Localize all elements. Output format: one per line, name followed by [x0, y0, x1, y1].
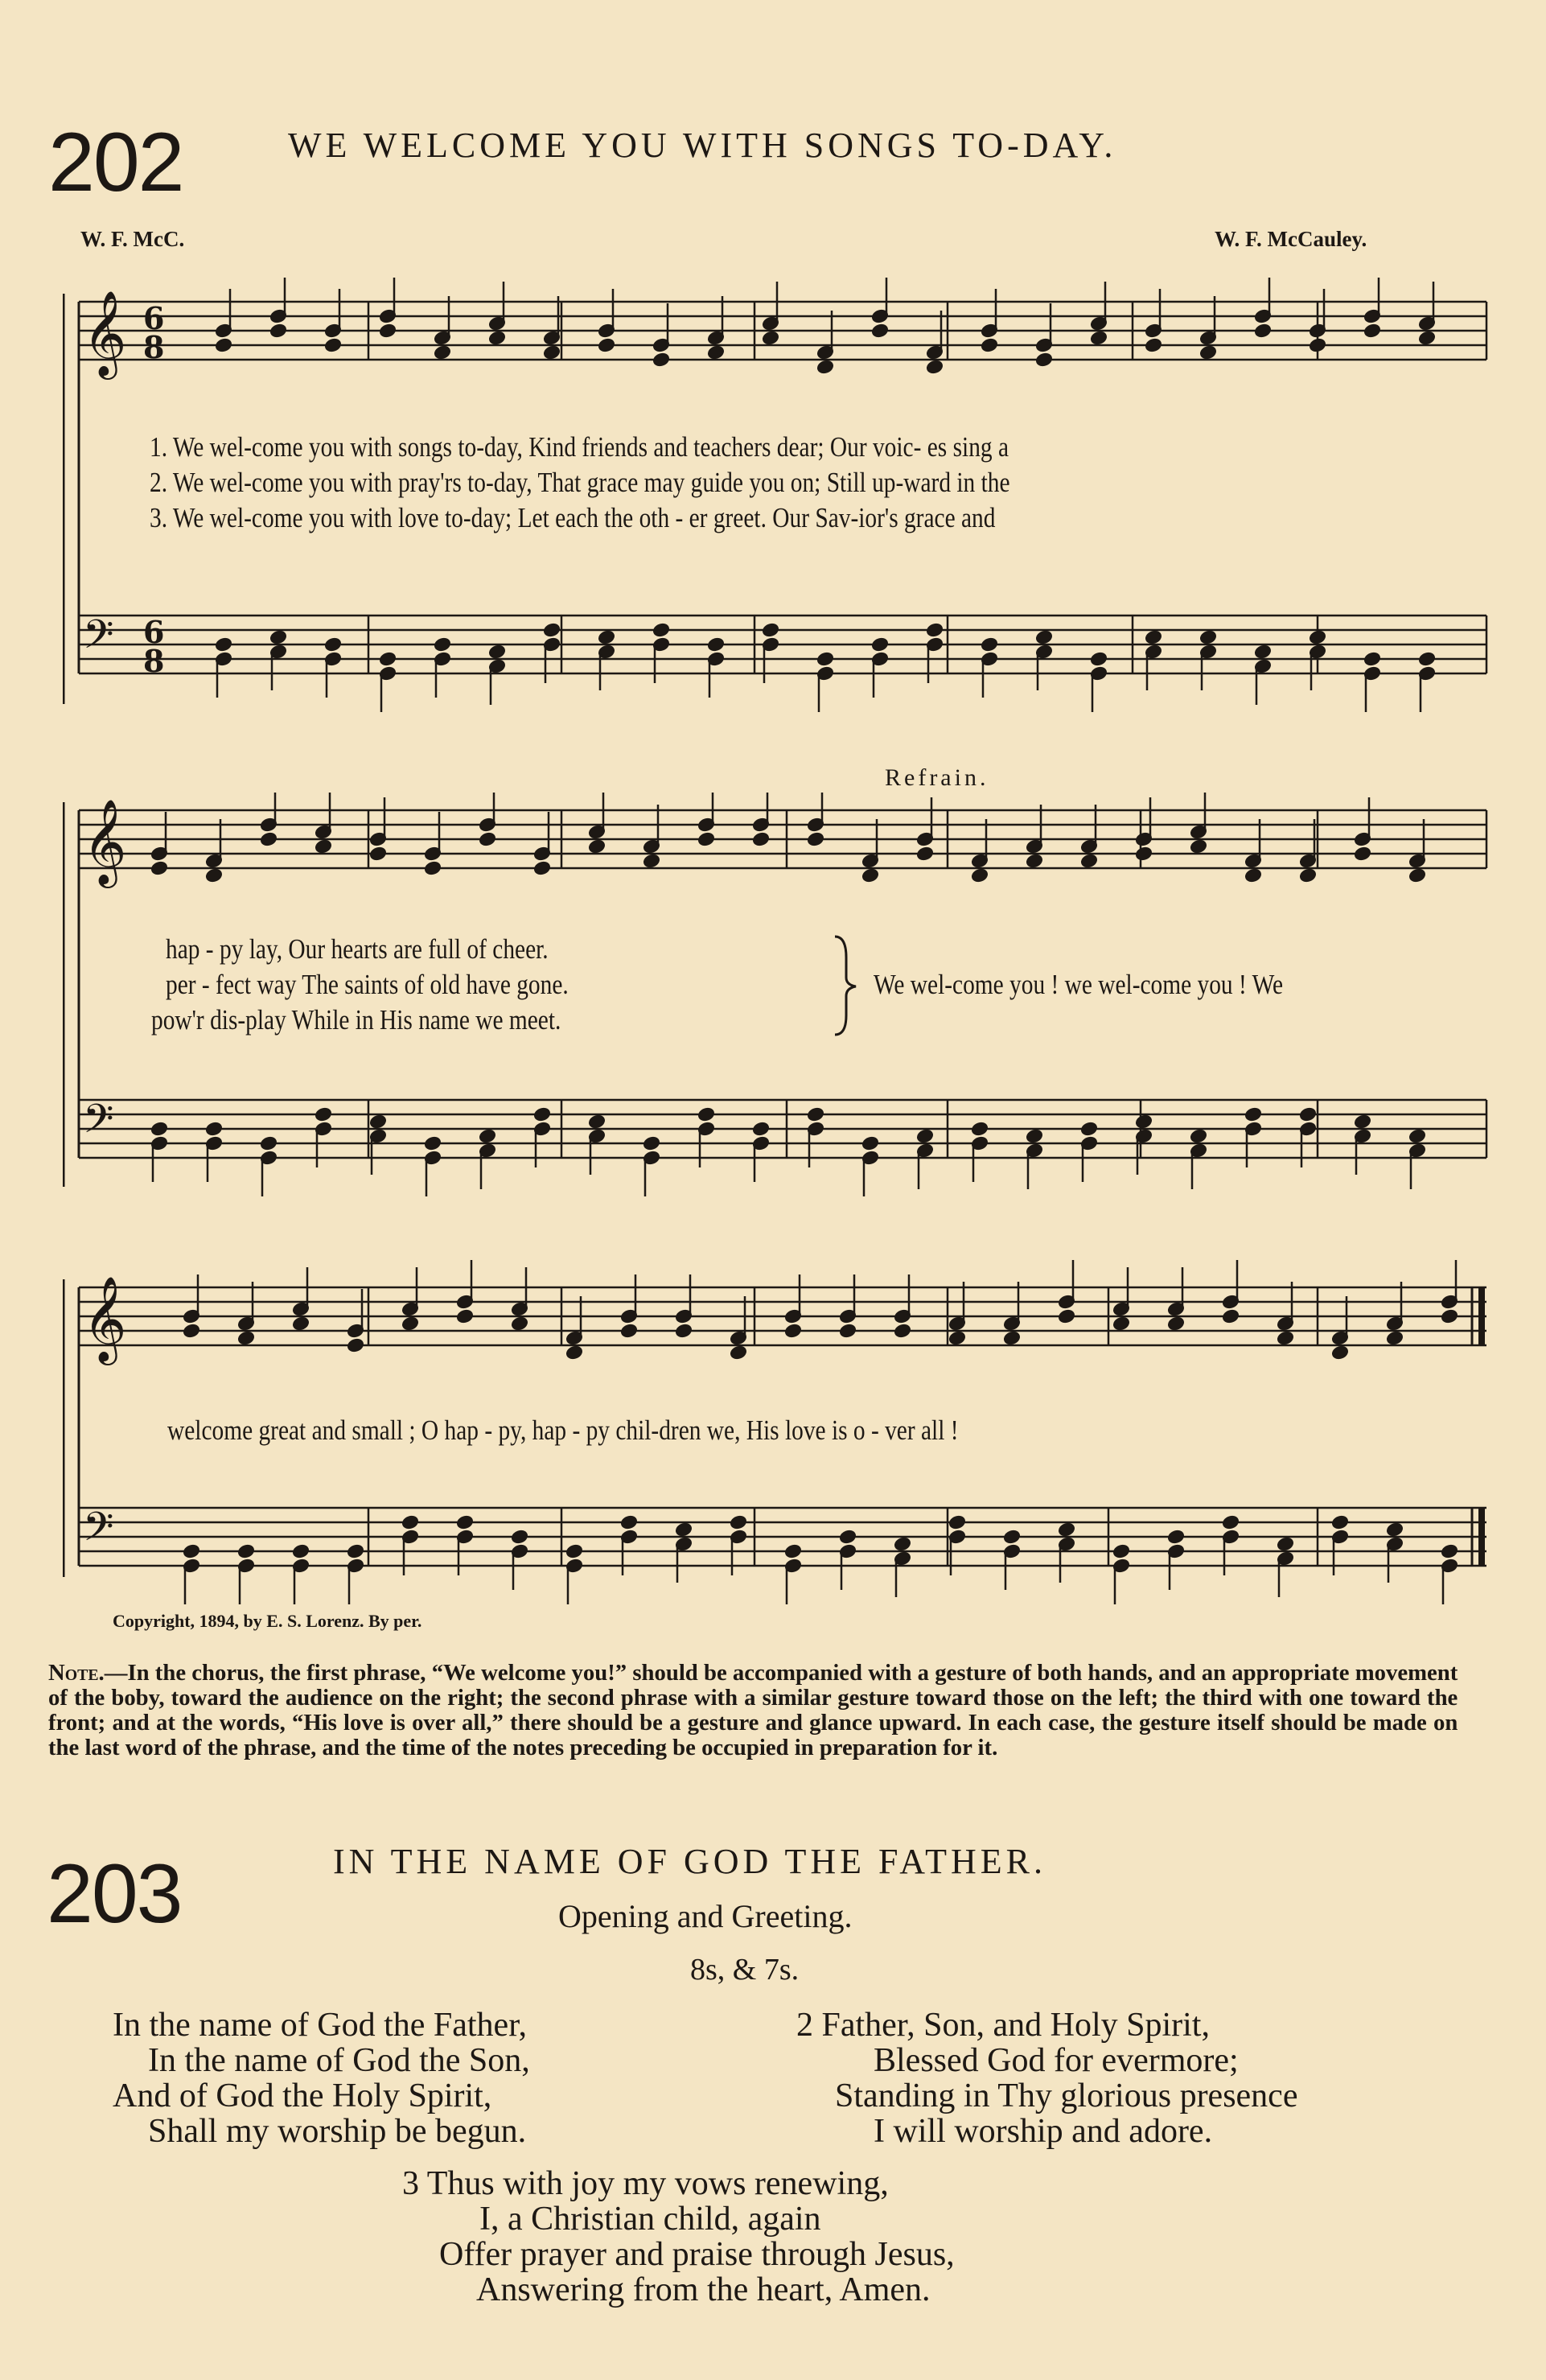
note-head	[1167, 1530, 1184, 1544]
note-head	[697, 1107, 714, 1122]
note-head	[1003, 1331, 1020, 1345]
hymn-number: 202	[48, 116, 183, 209]
note-head	[533, 1107, 550, 1122]
verse-2-line-2: per - fect way The saints of old have gone.	[166, 969, 569, 1000]
note-head	[916, 846, 933, 861]
note-head	[424, 1136, 441, 1151]
note-head	[1080, 854, 1097, 868]
stanza-3	[402, 2164, 1174, 2306]
note-head	[369, 846, 386, 861]
note-head	[347, 1544, 364, 1559]
refrain-label: Refrain.	[885, 764, 989, 791]
note-head	[1112, 1544, 1129, 1559]
note-head	[1026, 854, 1042, 868]
note-head	[533, 861, 550, 875]
stanza-3-line: Answering from the heart, Amen.	[476, 2271, 931, 2308]
stanza-1-line: And of God the Holy Spirit,	[113, 2077, 492, 2114]
note-head	[260, 1136, 277, 1151]
note-head	[479, 832, 495, 846]
author-credit: W. F. McC.	[80, 227, 185, 251]
note-head	[643, 854, 660, 868]
stanza-3-line: 3 Thus with joy my vows renewing,	[402, 2165, 889, 2202]
note-head	[871, 637, 888, 652]
note-head	[971, 1122, 988, 1136]
note-head	[620, 1515, 637, 1530]
note-head	[807, 832, 824, 846]
note-head	[1354, 1114, 1371, 1129]
note-head	[1058, 1522, 1075, 1537]
note-head	[1026, 1129, 1042, 1143]
verse-2-line-1: 2. We wel-come you with pray'rs to-day, That grace may guide you on; Still up-ward in the	[150, 467, 1010, 498]
stanza-2	[796, 2006, 1472, 2150]
hymn-title-203: IN THE NAME OF GOD THE FATHER.	[333, 1842, 1046, 1881]
stanza-2-line: I will worship and adore.	[874, 2113, 1213, 2150]
note-head	[1254, 323, 1271, 338]
note-head	[598, 630, 615, 644]
note-head	[752, 1122, 769, 1136]
treble-clef-icon: 𝄞	[83, 290, 127, 376]
note-head	[839, 1324, 856, 1338]
stanza-1-line: In the name of God the Father,	[113, 2007, 527, 2044]
note-head	[1363, 652, 1380, 666]
svg-text:8: 8	[143, 643, 165, 679]
stanza-1-line: Shall my worship be begun.	[148, 2113, 527, 2150]
refrain-line-2: welcome great and small ; O hap - py, hap - py chil-dren we, His love is o - ver all !	[167, 1414, 959, 1446]
note-head	[183, 1324, 199, 1338]
note-head	[871, 323, 888, 338]
note-head	[1408, 1129, 1425, 1143]
note-head	[598, 338, 615, 352]
note-head	[1363, 323, 1380, 338]
note-head	[652, 352, 669, 367]
note-head	[1135, 846, 1152, 861]
note-head	[816, 652, 833, 666]
note-head	[926, 623, 943, 637]
note-head	[1190, 839, 1207, 854]
note-head	[1309, 338, 1326, 352]
note-head	[292, 1544, 309, 1559]
note-head	[1441, 1544, 1458, 1559]
note-head	[543, 623, 560, 637]
note-head	[565, 1345, 582, 1360]
performance-note	[48, 1661, 1458, 1760]
note-head	[379, 652, 396, 666]
svg-text:6: 6	[143, 614, 165, 650]
note-head	[784, 1324, 801, 1338]
note-head	[1244, 868, 1261, 883]
note-head	[1408, 868, 1425, 883]
note-head	[1222, 1515, 1239, 1530]
note-head	[269, 323, 286, 338]
stanza-2-line: Standing in Thy glorious presence	[835, 2077, 1298, 2114]
note-head	[488, 331, 505, 345]
note-head	[237, 1544, 254, 1559]
note-head	[292, 1316, 309, 1331]
note-head	[347, 1338, 364, 1353]
note-head	[1418, 652, 1435, 666]
note-head	[260, 832, 277, 846]
note-head	[588, 839, 605, 854]
note-label: Note.	[48, 1660, 105, 1686]
note-head	[1112, 1316, 1129, 1331]
note-head	[675, 1324, 692, 1338]
note-head	[1003, 1530, 1020, 1544]
note-head	[1299, 868, 1316, 883]
note-head	[784, 1544, 801, 1559]
note-head	[434, 345, 450, 360]
note-head	[1386, 1331, 1403, 1345]
note-head	[565, 1544, 582, 1559]
note-head	[511, 1530, 528, 1544]
note-head	[752, 832, 769, 846]
note-head	[981, 637, 997, 652]
note-head	[237, 1331, 254, 1345]
note-head	[479, 1129, 495, 1143]
note-head	[1035, 352, 1052, 367]
svg-text:8: 8	[143, 329, 165, 365]
stanza-3-line: Offer prayer and praise through Jesus,	[439, 2236, 955, 2273]
note-head	[971, 868, 988, 883]
note-head	[643, 1136, 660, 1151]
hymn-number-203: 203	[47, 1847, 182, 1941]
note-head	[456, 1309, 473, 1324]
note-head	[315, 839, 331, 854]
stanza-2-line: 2 Father, Son, and Holy Spirit,	[796, 2007, 1210, 2044]
note-head	[543, 345, 560, 360]
note-head	[183, 1544, 199, 1559]
verse-brace	[829, 933, 861, 1038]
note-head	[730, 1345, 746, 1360]
verse-3-line-2: pow'r dis-play While in His name we meet.	[151, 1004, 561, 1036]
note-head	[369, 1114, 386, 1129]
treble-clef-icon: 𝄞	[83, 1275, 127, 1361]
hymn-title: WE WELCOME YOU WITH SONGS TO-DAY.	[288, 126, 1117, 165]
hymn-meter: 8s, & 7s.	[690, 1953, 800, 1987]
note-head	[1254, 644, 1271, 659]
note-head	[894, 1537, 911, 1551]
note-head	[401, 1515, 418, 1530]
note-head	[315, 1107, 331, 1122]
note-head	[1309, 630, 1326, 644]
note-head	[215, 637, 232, 652]
verse-3-line-1: 3. We wel-come you with love to-day; Let each the oth - er greet. Our Sav-ior's grace and	[150, 502, 996, 533]
note-head	[1058, 1309, 1075, 1324]
note-head	[707, 637, 724, 652]
note-head	[1090, 652, 1107, 666]
note-head	[1244, 1107, 1261, 1122]
note-head	[150, 1122, 167, 1136]
note-head	[1135, 1114, 1152, 1129]
note-head	[707, 345, 724, 360]
note-head	[1277, 1537, 1293, 1551]
verse-1-line-1: 1. We wel-come you with songs to-day, Kind friends and teachers dear; Our voic- es sing a	[150, 431, 1009, 463]
note-head	[675, 1522, 692, 1537]
note-head	[588, 1114, 605, 1129]
note-head	[1222, 1309, 1239, 1324]
note-head	[1080, 1122, 1097, 1136]
note-head	[894, 1324, 911, 1338]
svg-text:6: 6	[143, 300, 165, 336]
note-head	[948, 1331, 965, 1345]
note-head	[1145, 338, 1162, 352]
bass-clef-icon: 𝄢	[83, 611, 114, 668]
copyright: Copyright, 1894, by E. S. Lorenz. By per.	[113, 1611, 422, 1631]
note-head	[434, 637, 450, 652]
note-head	[215, 338, 232, 352]
note-head	[916, 1129, 933, 1143]
note-head	[620, 1324, 637, 1338]
composer-credit: W. F. McCauley.	[1215, 227, 1367, 251]
note-head	[324, 338, 341, 352]
note-head	[1331, 1345, 1348, 1360]
stanza-1	[113, 2006, 740, 2150]
hymn-subtitle: Opening and Greeting.	[558, 1898, 853, 1934]
note-head	[150, 861, 167, 875]
note-head	[1299, 1107, 1316, 1122]
note-head	[839, 1530, 856, 1544]
note-head	[456, 1515, 473, 1530]
note-head	[1190, 1129, 1207, 1143]
note-head	[1167, 1316, 1184, 1331]
treble-clef-icon: 𝄞	[83, 798, 127, 884]
bass-clef-icon: 𝄢	[83, 1096, 114, 1152]
bass-clef-icon: 𝄢	[83, 1504, 114, 1560]
note-head	[762, 623, 779, 637]
note-head	[1199, 630, 1216, 644]
note-head	[1331, 1515, 1348, 1530]
note-head	[205, 1122, 222, 1136]
note-head	[1199, 345, 1216, 360]
note-head	[1277, 1331, 1293, 1345]
note-head	[401, 1316, 418, 1331]
note-head	[379, 323, 396, 338]
note-head	[1354, 846, 1371, 861]
stanza-3-line: I, a Christian child, again	[479, 2201, 821, 2238]
stanza-1-line: In the name of God the Son,	[148, 2042, 530, 2079]
note-head	[948, 1515, 965, 1530]
note-head	[981, 338, 997, 352]
note-head	[1035, 630, 1052, 644]
stanza-2-line: Blessed God for evermore;	[874, 2042, 1239, 2079]
note-head	[861, 868, 878, 883]
note-head	[324, 637, 341, 652]
note-head	[816, 360, 833, 374]
note-head	[488, 644, 505, 659]
note-head	[652, 623, 669, 637]
note-text: —In the chorus, the first phrase, “We welcome you!” should be accompanied with a gesture of both hands, and an appropriate movement of the boby, toward the audience on the right; the second phrase with a similar gesture toward those on the left; the third with one toward the front; and at the words, “His love is over all,” there should be a gesture and glance upward. In each case, the gesture itself should be made on the last word of the phrase, and the time of the notes preceding be occupied in preparation for it.	[48, 1660, 1458, 1760]
note-head	[1145, 630, 1162, 644]
note-head	[1441, 1309, 1458, 1324]
note-head	[1386, 1522, 1403, 1537]
note-head	[730, 1515, 746, 1530]
note-head	[1418, 331, 1435, 345]
refrain-line-1: We wel-come you ! we wel-come you ! We	[874, 969, 1284, 1000]
note-head	[697, 832, 714, 846]
note-head	[861, 1136, 878, 1151]
note-head	[1090, 331, 1107, 345]
note-head	[807, 1107, 824, 1122]
note-head	[511, 1316, 528, 1331]
note-head	[926, 360, 943, 374]
note-head	[424, 861, 441, 875]
note-head	[269, 630, 286, 644]
verse-1-line-2: hap - py lay, Our hearts are full of cheer.	[166, 933, 549, 965]
note-head	[205, 868, 222, 883]
note-head	[762, 331, 779, 345]
